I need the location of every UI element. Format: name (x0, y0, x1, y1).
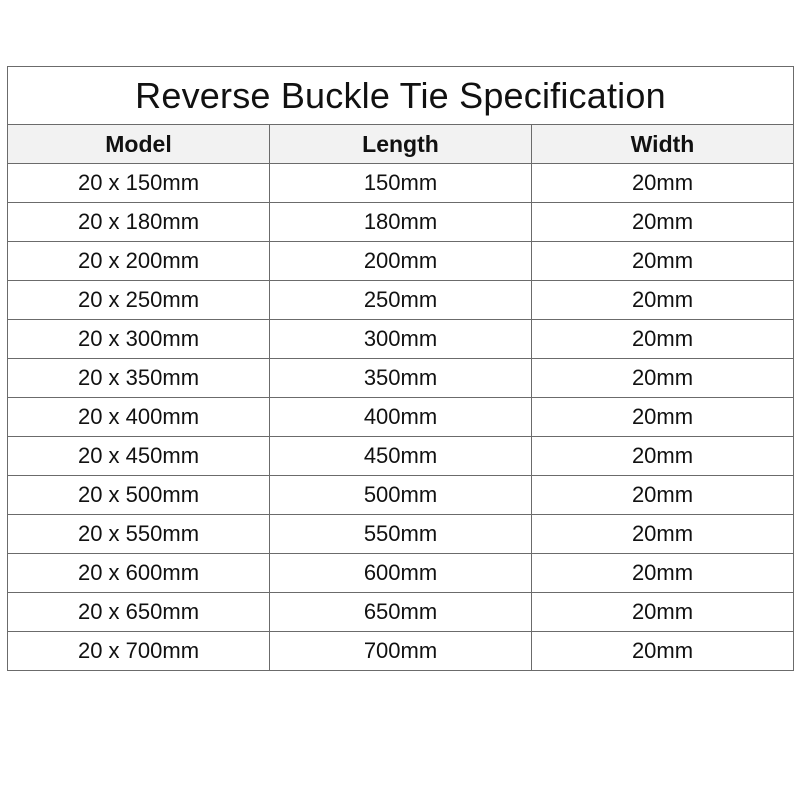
model-cell: 20 x 300mm (8, 320, 270, 359)
width-cell: 20mm (532, 281, 794, 320)
width-cell: 20mm (532, 203, 794, 242)
model-cell: 20 x 150mm (8, 164, 270, 203)
table-title: Reverse Buckle Tie Specification (8, 67, 794, 125)
width-cell: 20mm (532, 476, 794, 515)
width-cell: 20mm (532, 398, 794, 437)
table-row (8, 632, 794, 671)
width-cell: 20mm (532, 632, 794, 671)
table-row (8, 476, 794, 515)
table-row (8, 359, 794, 398)
column-header-model: Model (8, 125, 270, 164)
table-row (8, 242, 794, 281)
width-cell: 20mm (532, 593, 794, 632)
model-cell: 20 x 500mm (8, 476, 270, 515)
table-row (8, 398, 794, 437)
table-row (8, 203, 794, 242)
table-row (8, 164, 794, 203)
length-cell: 500mm (270, 476, 532, 515)
length-cell: 300mm (270, 320, 532, 359)
table-row (8, 593, 794, 632)
width-cell: 20mm (532, 242, 794, 281)
table-row (8, 437, 794, 476)
model-cell: 20 x 700mm (8, 632, 270, 671)
model-cell: 20 x 650mm (8, 593, 270, 632)
title-row (8, 67, 794, 125)
width-cell: 20mm (532, 437, 794, 476)
length-cell: 600mm (270, 554, 532, 593)
column-header-width: Width (532, 125, 794, 164)
length-cell: 700mm (270, 632, 532, 671)
table-row (8, 554, 794, 593)
model-cell: 20 x 600mm (8, 554, 270, 593)
table-row (8, 320, 794, 359)
table-row (8, 281, 794, 320)
specification-table (7, 66, 794, 671)
width-cell: 20mm (532, 515, 794, 554)
model-cell: 20 x 550mm (8, 515, 270, 554)
model-cell: 20 x 200mm (8, 242, 270, 281)
model-cell: 20 x 250mm (8, 281, 270, 320)
model-cell: 20 x 350mm (8, 359, 270, 398)
table-row (8, 515, 794, 554)
model-cell: 20 x 450mm (8, 437, 270, 476)
length-cell: 650mm (270, 593, 532, 632)
length-cell: 450mm (270, 437, 532, 476)
length-cell: 150mm (270, 164, 532, 203)
width-cell: 20mm (532, 359, 794, 398)
length-cell: 550mm (270, 515, 532, 554)
column-header-length: Length (270, 125, 532, 164)
length-cell: 250mm (270, 281, 532, 320)
width-cell: 20mm (532, 554, 794, 593)
width-cell: 20mm (532, 320, 794, 359)
model-cell: 20 x 400mm (8, 398, 270, 437)
model-cell: 20 x 180mm (8, 203, 270, 242)
length-cell: 400mm (270, 398, 532, 437)
header-row (8, 125, 794, 164)
length-cell: 350mm (270, 359, 532, 398)
width-cell: 20mm (532, 164, 794, 203)
length-cell: 180mm (270, 203, 532, 242)
length-cell: 200mm (270, 242, 532, 281)
